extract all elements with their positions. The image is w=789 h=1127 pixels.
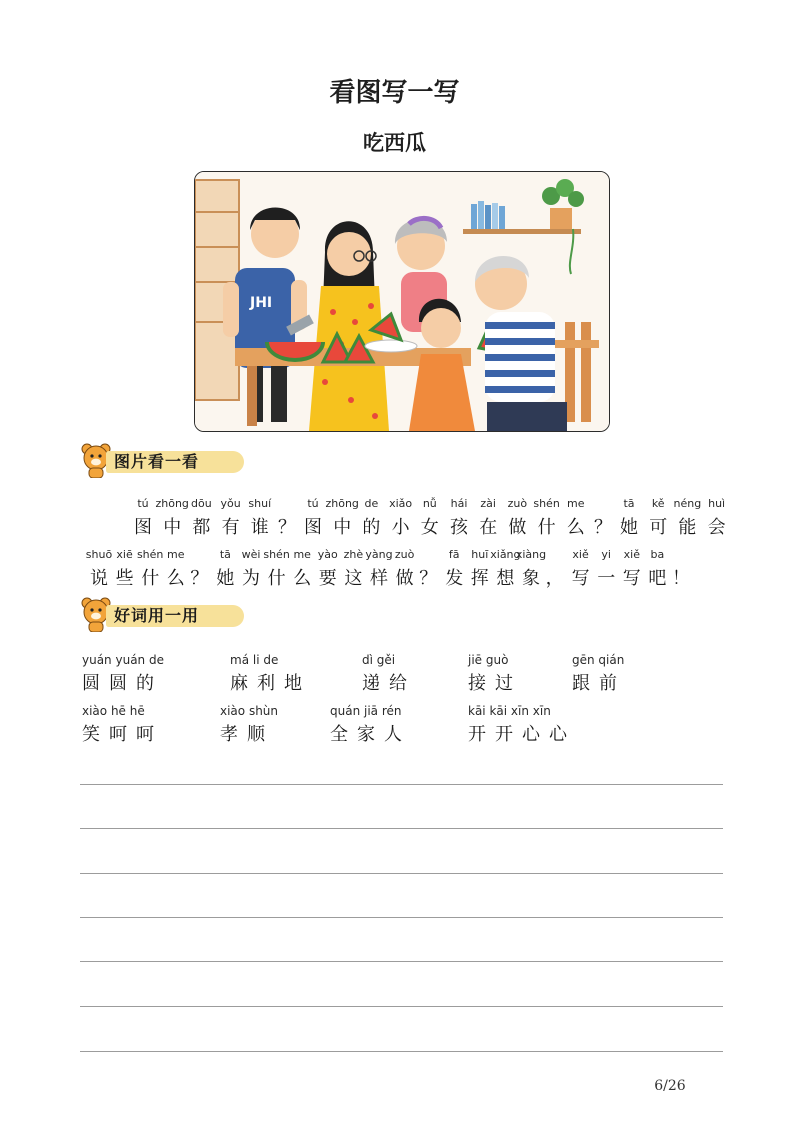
prompt-pinyin: me xyxy=(567,497,585,510)
vocab-pinyin: xiào hē hē xyxy=(82,704,145,718)
prompt-hanzi: 吧 xyxy=(648,568,667,589)
vocab-pinyin: kāi kāi xīn xīn xyxy=(468,704,551,718)
prompt-hanzi: 女 xyxy=(420,517,439,538)
vocab-pinyin: gēn qián xyxy=(572,653,625,667)
prompt-hanzi: 能 xyxy=(678,517,697,538)
prompt-pinyin: hái xyxy=(450,497,468,510)
prompt-hanzi: 要 xyxy=(318,568,337,589)
prompt-pinyin: nǚ xyxy=(422,497,437,510)
writing-line[interactable] xyxy=(80,917,723,918)
prompt-punctuation: ， xyxy=(545,568,564,589)
prompt-hanzi: 都 xyxy=(192,517,211,538)
prompt-pinyin: xiǎng xyxy=(490,548,521,561)
writing-line[interactable] xyxy=(80,784,723,785)
prompt-pinyin: zài xyxy=(480,497,496,510)
prompt-line-2 xyxy=(80,545,730,599)
prompt-pinyin: me xyxy=(167,548,185,561)
prompt-pinyin: kě xyxy=(651,497,665,510)
prompt-pinyin: xiàng xyxy=(515,548,547,561)
vocab-word xyxy=(230,650,311,698)
prompt-hanzi: 她 xyxy=(216,568,235,589)
prompt-pinyin: shén xyxy=(263,548,290,561)
prompt-pinyin: yàng xyxy=(365,548,393,561)
prompt-hanzi: 她 xyxy=(620,517,638,538)
prompt-hanzi: 发 xyxy=(445,568,464,589)
prompt-hanzi: 什 xyxy=(537,517,556,538)
vocab-word xyxy=(468,701,576,749)
prompt-pinyin: wèi xyxy=(241,548,261,561)
prompt-hanzi: 可 xyxy=(649,517,668,538)
prompt-pinyin: zuò xyxy=(507,497,528,510)
prompt-pinyin: xiě xyxy=(572,548,589,561)
vocab-pinyin: dì gěi xyxy=(362,653,396,667)
vocab-hanzi: 开开心心 xyxy=(468,724,576,745)
section-label-words: 好词用一用 xyxy=(114,606,200,625)
prompt-pinyin: huì xyxy=(708,497,726,510)
prompt-hanzi: 小 xyxy=(391,517,410,538)
vocab-pinyin: xiào shùn xyxy=(220,704,279,718)
prompt-hanzi: 中 xyxy=(333,517,352,538)
prompt-hanzi: 么 xyxy=(566,517,585,538)
vocab-word xyxy=(468,650,522,698)
prompt-pinyin: shuí xyxy=(248,497,272,510)
section-header-words xyxy=(80,596,250,632)
prompt-hanzi: 么 xyxy=(293,568,312,589)
page-subtitle: 吃西瓜 xyxy=(363,131,426,155)
prompt-hanzi: 样 xyxy=(370,568,388,589)
page-title: 看图写一写 xyxy=(329,78,460,108)
prompt-hanzi: 一 xyxy=(597,568,616,589)
illustration-svg xyxy=(195,172,609,431)
vocab-word xyxy=(220,701,278,749)
prompt-punctuation: ？ xyxy=(419,568,438,589)
prompt-pinyin: tú xyxy=(307,497,319,510)
writing-line[interactable] xyxy=(80,828,723,829)
prompt-pinyin: dōu xyxy=(191,497,212,510)
prompt-hanzi: 些 xyxy=(115,568,134,589)
prompt-hanzi: 谁 xyxy=(250,517,269,538)
family-eating-watermelon-illustration xyxy=(194,171,610,432)
vocab-hanzi: 接过 xyxy=(468,673,522,694)
prompt-pinyin: ba xyxy=(650,548,665,561)
prompt-pinyin: xiě xyxy=(623,548,640,561)
prompt-pinyin: xiē xyxy=(116,548,133,561)
svg-text:JHI: JHI xyxy=(250,295,273,311)
prompt-hanzi: 么 xyxy=(166,568,185,589)
prompt-hanzi: 什 xyxy=(141,568,160,589)
prompt-hanzi: 孩 xyxy=(450,517,468,538)
prompt-pinyin: de xyxy=(364,497,379,510)
prompt-hanzi: 写 xyxy=(571,568,590,589)
prompt-hanzi: 这 xyxy=(344,568,363,589)
vocab-word xyxy=(362,650,416,698)
writing-line[interactable] xyxy=(80,1051,723,1052)
prompt-hanzi: 做 xyxy=(395,568,414,589)
prompt-hanzi: 为 xyxy=(242,568,260,589)
prompt-pinyin: me xyxy=(293,548,311,561)
prompt-pinyin: shén xyxy=(533,497,560,510)
prompt-pinyin: yào xyxy=(317,548,338,561)
prompt-pinyin: huī xyxy=(471,548,489,561)
prompt-hanzi: 象 xyxy=(522,568,540,589)
prompt-hanzi: 想 xyxy=(496,568,515,589)
prompt-char xyxy=(692,494,742,542)
prompt-pinyin: yi xyxy=(601,548,611,561)
prompt-hanzi: 说 xyxy=(90,568,108,589)
vocab-pinyin: yuán yuán de xyxy=(82,653,164,667)
prompt-pinyin: fā xyxy=(448,548,460,561)
prompt-hanzi: 写 xyxy=(622,568,641,589)
vocab-hanzi: 圆圆的 xyxy=(82,673,163,694)
prompt-punctuation: ？ xyxy=(190,568,209,589)
prompt-hanzi: 在 xyxy=(479,517,498,538)
vocab-word xyxy=(330,701,411,749)
prompt-pinyin: zuò xyxy=(394,548,415,561)
vocab-word xyxy=(82,701,163,749)
prompt-hanzi: 挥 xyxy=(470,568,489,589)
prompt-pinyin: tā xyxy=(623,497,635,510)
prompt-hanzi: 什 xyxy=(267,568,286,589)
vocab-hanzi: 递给 xyxy=(362,673,416,694)
prompt-pinyin: shén xyxy=(136,548,164,561)
prompt-pinyin: néng xyxy=(673,497,702,510)
vocab-pinyin: quán jiā rén xyxy=(330,704,402,718)
prompt-punctuation: ？ xyxy=(594,517,612,538)
prompt-pinyin: zhōng xyxy=(155,497,189,510)
vocab-hanzi: 笑呵呵 xyxy=(82,724,163,745)
prompt-hanzi: 的 xyxy=(362,517,381,538)
vocab-hanzi: 孝顺 xyxy=(220,724,274,745)
writing-line[interactable] xyxy=(80,961,723,962)
vocab-hanzi: 跟前 xyxy=(572,673,626,694)
prompt-pinyin: shuō xyxy=(85,548,113,561)
writing-line[interactable] xyxy=(80,873,723,874)
section-header-look xyxy=(80,442,250,478)
prompt-pinyin: zhōng xyxy=(325,497,359,510)
section-label-look: 图片看一看 xyxy=(114,452,200,471)
prompt-pinyin: xiǎo xyxy=(389,497,413,510)
prompt-punctuation: ！ xyxy=(672,568,690,589)
writing-line[interactable] xyxy=(80,1006,723,1007)
vocab-pinyin: má li de xyxy=(230,653,279,667)
prompt-hanzi: 中 xyxy=(163,517,182,538)
page-number: 6/26 xyxy=(654,1078,686,1094)
prompt-hanzi: 会 xyxy=(707,517,726,538)
vocab-word xyxy=(82,650,164,698)
prompt-hanzi: 图 xyxy=(304,517,322,538)
vocab-hanzi: 全家人 xyxy=(330,724,411,745)
prompt-pinyin: tú xyxy=(137,497,149,510)
prompt-line-1 xyxy=(80,494,730,548)
prompt-pinyin: yǒu xyxy=(220,497,241,510)
prompt-hanzi: 有 xyxy=(221,517,240,538)
prompt-hanzi: 图 xyxy=(134,517,152,538)
prompt-hanzi: 做 xyxy=(508,517,527,538)
prompt-pinyin: zhè xyxy=(343,548,364,561)
prompt-punctuation: ？ xyxy=(278,517,296,538)
prompt-pinyin: tā xyxy=(219,548,231,561)
vocab-hanzi: 麻利地 xyxy=(230,673,311,694)
vocab-word xyxy=(572,650,626,698)
vocab-pinyin: jiē guò xyxy=(468,653,509,667)
